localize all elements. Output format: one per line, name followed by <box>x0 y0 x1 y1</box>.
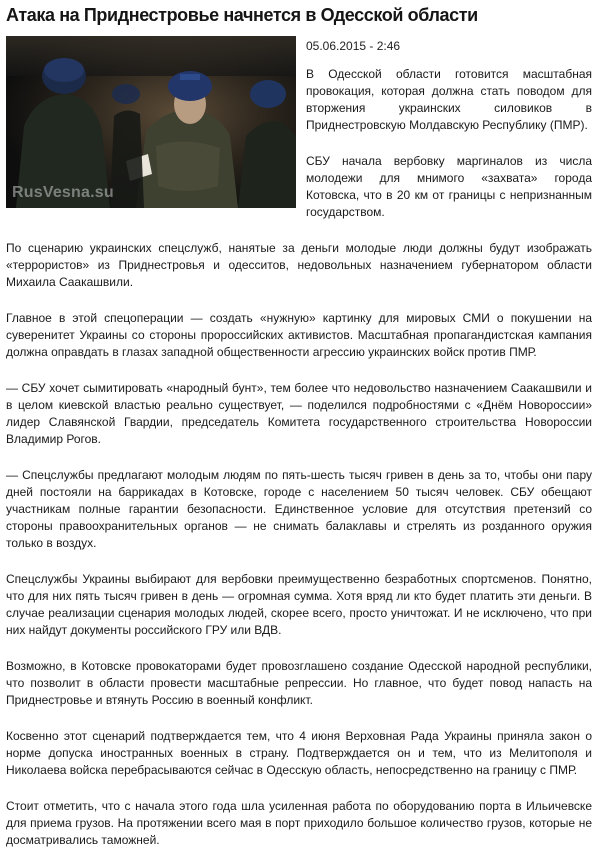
body-paragraph: Главное в этой спецоперации — создать «нужную» картинку для мировых СМИ о покушении на суверенитет Украины со стороны пророссийских активистов. Масштабная пропагандистская кампания должна оправдать в глазах западной общественности агрессию украинских войск против ПМР. <box>6 311 592 359</box>
lead-paragraph: СБУ начала вербовку маргиналов из числа молодежи для мнимого «захвата» города Котовска, что в 20 км от границы с непризнанным государством. <box>306 154 592 219</box>
body-paragraph: — СБУ хочет сымитировать «народный бунт», тем более что недовольство назначением Саакашвили и в целом киевской властью реально существует, — поделился подробностями с «Днём Новороссии» лидер Славянской Гвардии, председатель Комитета государственного строительства Новороссии Владимир Рогов. <box>6 381 592 446</box>
article-date: 05.06.2015 - 2:46 <box>306 39 401 53</box>
article-photo <box>6 36 296 208</box>
body-paragraph: Стоит отметить, что с начала этого года шла усиленная работа по оборудованию порта в Ильичевске для приема грузов. На протяжении всего мая в порт приходило большое количество грузов, которые не досматривались таможней. <box>6 799 592 847</box>
body-paragraph: Спецслужбы Украины выбирают для вербовки преимущественно безработных спортсменов. Понятно, что для них пять тысяч гривен в день — огромная сумма. Хотя вряд ли кто будет платить эти деньги. В случае реализации сценария молодых людей, скорее всего, просто уничтожат. И не исключено, что при них найдут документы российского ГРУ или ВДВ. <box>6 572 592 637</box>
body-paragraph: Возможно, в Котовске провокаторами будет провозглашено создание Одесской народной республики, что позволит в области провести масштабные репрессии. Но главное, что будет повод напасть на Приднестровье и втянуть Россию в военный конфликт. <box>6 659 592 707</box>
article-lead <box>306 66 592 240</box>
article-body <box>6 240 592 868</box>
article-title: Атака на Приднестровье начнется в Одесской области <box>6 5 478 25</box>
body-paragraph: По сценарию украинских спецслужб, нанятые за деньги молодые люди должны будут изображать «террористов» из Приднестровья и одесситов, недовольных назначением губернатором области Михаила Саакашвили. <box>6 241 592 289</box>
photo-watermark: RusVesna.su <box>12 184 114 201</box>
soldiers-photo-image <box>6 36 296 208</box>
body-paragraph: — Спецслужбы предлагают молодым людям по пять-шесть тысяч гривен в день за то, чтобы они пару дней постояли на баррикадах в Котовске, городе с населением 50 тысяч человек. СБУ обещают участникам полные гарантии безопасности. Единственное условие для отсутствия претензий со стороны правоохранительных органов — не снимать балаклавы и стрелять из розданного оружия только в воздух. <box>6 468 592 550</box>
body-paragraph: Косвенно этот сценарий подтверждается тем, что 4 июня Верховная Рада Украины приняла закон о норме допуска иностранных военных в страну. Подтверждается он и тем, что из Мелитополя и Николаева войска перебрасываются сейчас в Одесскую область, непосредственно на границу с ПМР. <box>6 729 592 777</box>
lead-paragraph: В Одесской области готовится масштабная провокация, которая должна стать поводом для вторжения украинских силовиков в Приднестровскую Молдавскую Республику (ПМР). <box>306 67 592 132</box>
